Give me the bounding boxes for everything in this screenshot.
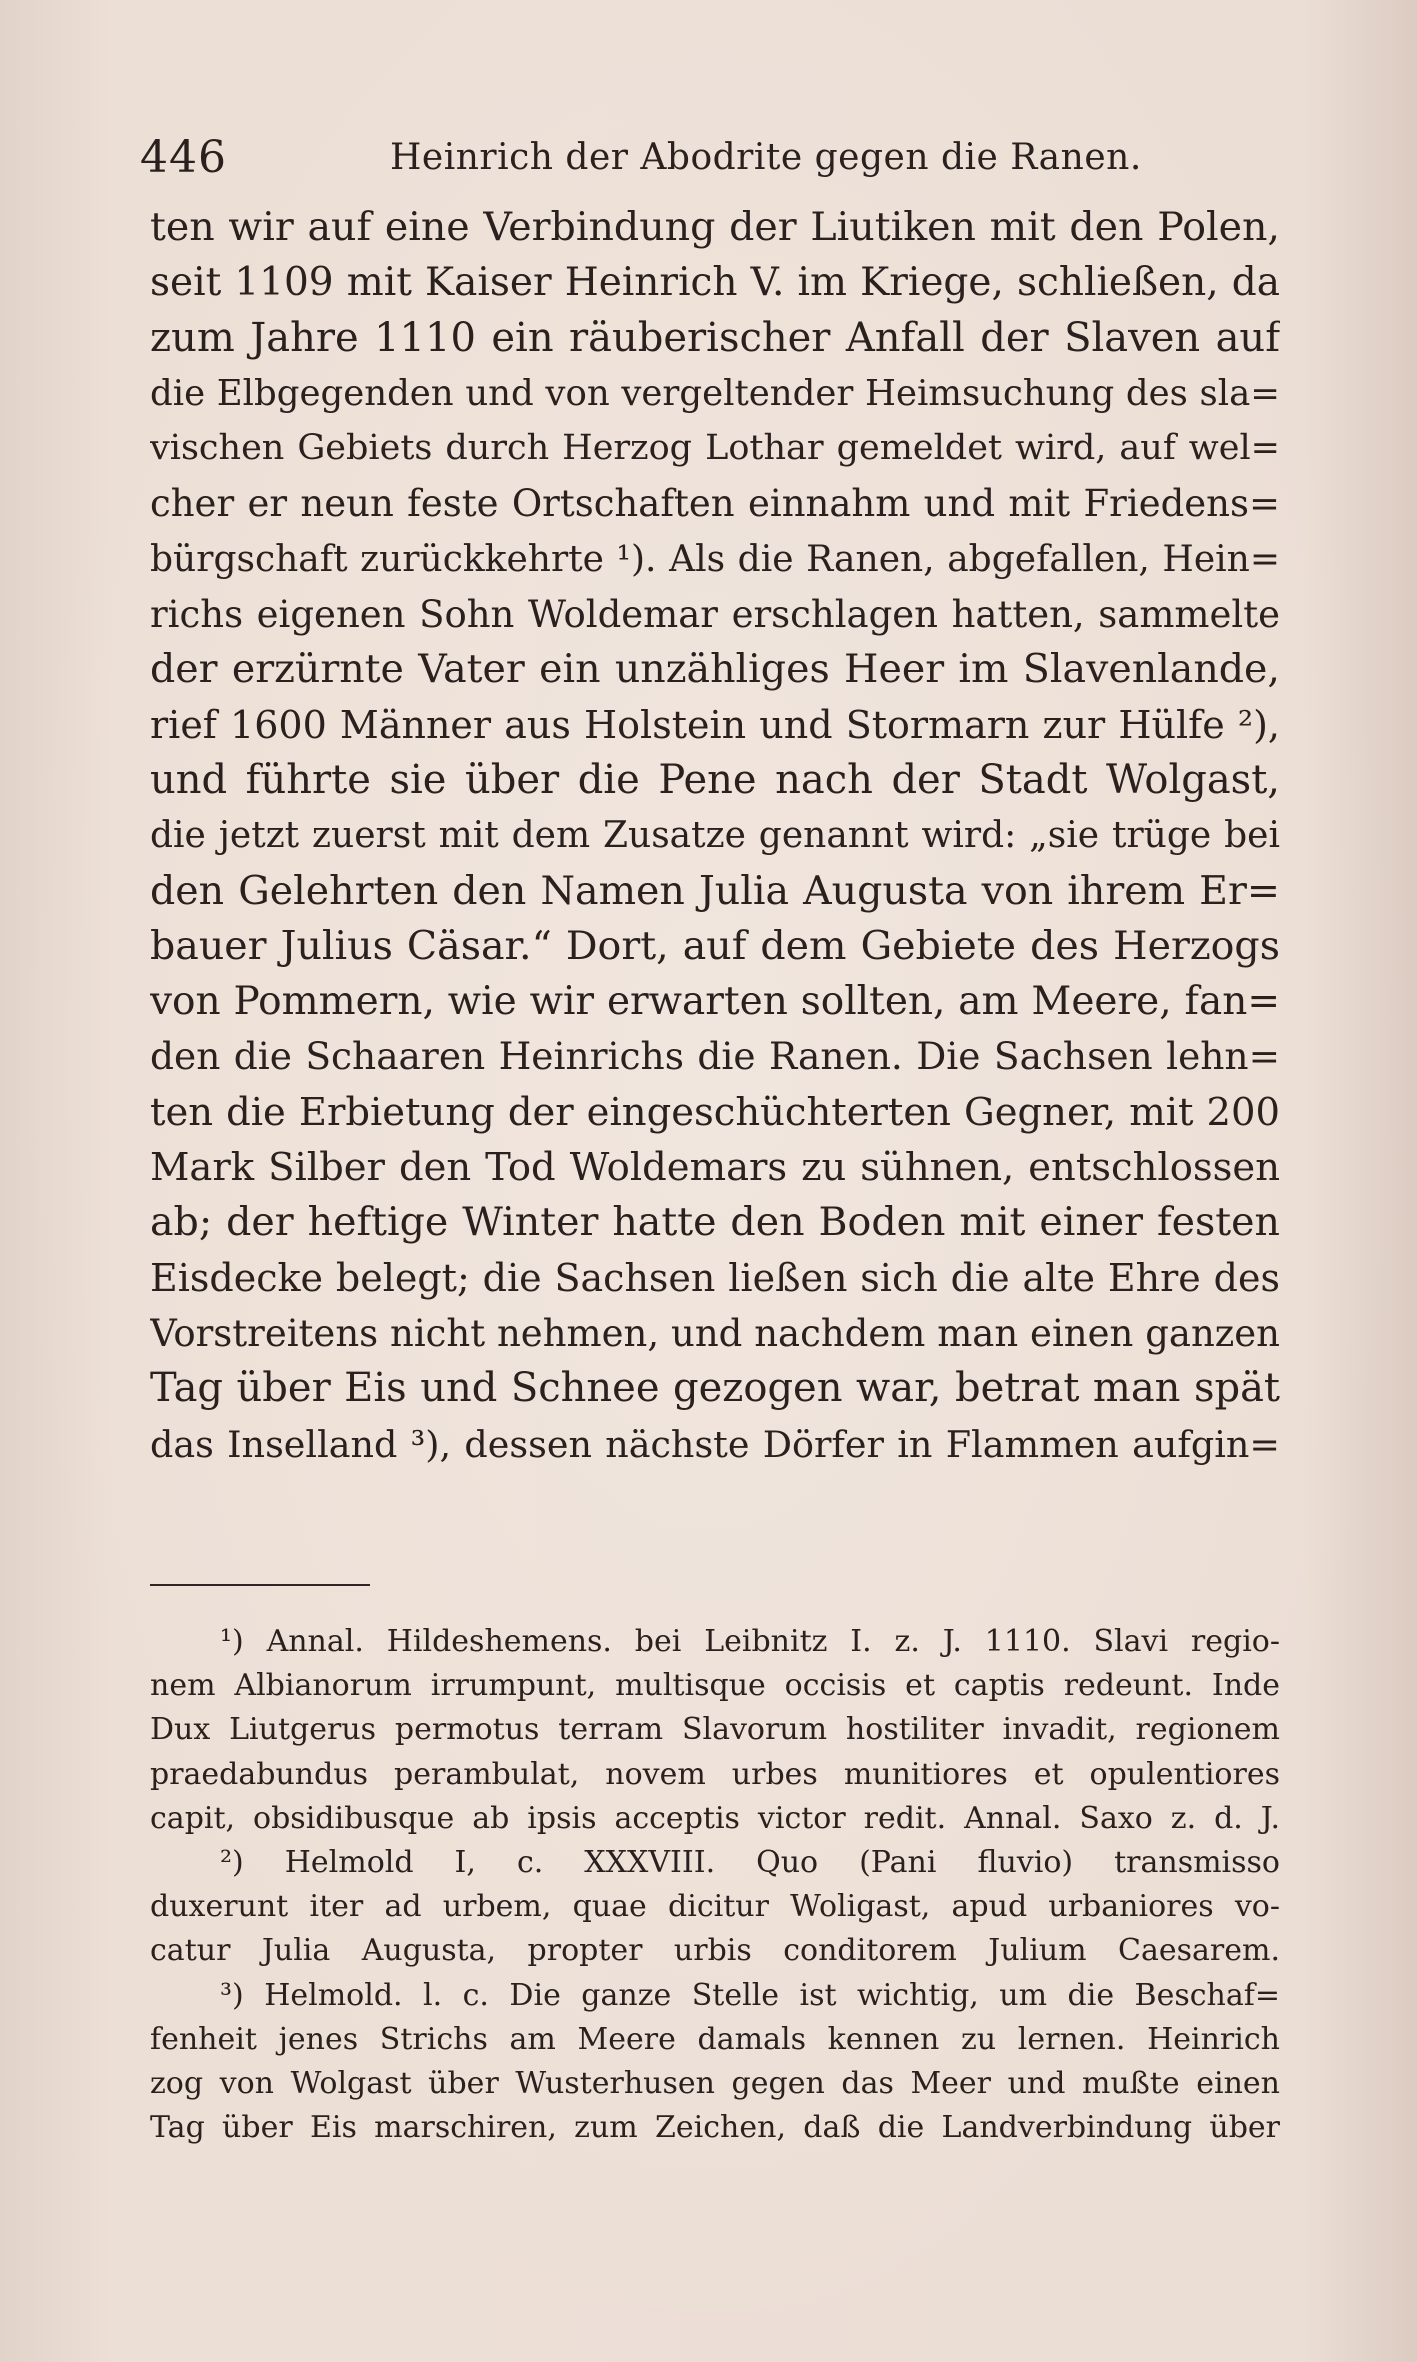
running-head: Heinrich der Abodrite gegen die Ranen. bbox=[390, 137, 1142, 178]
body-line: vischen Gebiets durch Herzog Lothar gemeldet wird, auf wel= bbox=[150, 428, 1280, 469]
footnote-line: praedabundus perambulat, novem urbes munitiores et opulentiores bbox=[150, 1756, 1280, 1792]
body-line: bürgschaft zurückkehrte ¹). Als die Ranen, abgefallen, Hein= bbox=[150, 538, 1280, 580]
page-header bbox=[140, 128, 1280, 188]
footnote-line: ³) Helmold. l. c. Die ganze Stelle ist wichtig, um die Beschaf= bbox=[220, 1977, 1280, 2013]
body-line: ab; der heftige Winter hatte den Boden mit einer festen bbox=[150, 1199, 1280, 1246]
body-text bbox=[150, 200, 1280, 1472]
body-line: und führte sie über die Pene nach der Stadt Wolgast, bbox=[150, 756, 1280, 803]
footnote-line: capit, obsidibusque ab ipsis acceptis victor redit. Annal. Saxo z. d. J. bbox=[150, 1800, 1280, 1836]
body-line: den die Schaaren Heinrichs die Ranen. Die Sachsen lehn= bbox=[150, 1034, 1280, 1079]
body-line: bauer Julius Cäsar.“ Dort, auf dem Gebiete des Herzogs bbox=[150, 922, 1280, 969]
footnote-line: Tag über Eis marschiren, zum Zeichen, daß die Landverbindung über bbox=[150, 2110, 1280, 2146]
footnote-rule bbox=[150, 1584, 370, 1586]
body-line: Tag über Eis und Schnee gezogen war, betrat man spät bbox=[150, 1365, 1280, 1412]
footnote-line: catur Julia Augusta, propter urbis conditorem Julium Caesarem. bbox=[150, 1933, 1280, 1969]
body-line: rief 1600 Männer aus Holstein und Stormarn zur Hülfe ²), bbox=[150, 702, 1280, 747]
body-line: der erzürnte Vater ein unzähliges Heer im Slavenlande, bbox=[150, 646, 1280, 693]
body-line: seit 1109 mit Kaiser Heinrich V. im Kriege, schließen, da bbox=[150, 260, 1280, 306]
footnote-line: fenheit jenes Strichs am Meere damals kennen zu lernen. Heinrich bbox=[150, 2021, 1280, 2057]
body-line: die Elbgegenden und von vergeltender Heimsuchung des sla= bbox=[150, 372, 1280, 414]
body-line: cher er neun feste Ortschaften einnahm und mit Friedens= bbox=[150, 482, 1280, 526]
footnote-line: duxerunt iter ad urbem, quae dicitur Woligast, apud urbaniores vo- bbox=[150, 1889, 1280, 1925]
body-line: richs eigenen Sohn Woldemar erschlagen hatten, sammelte bbox=[150, 593, 1280, 637]
body-line: ten wir auf eine Verbindung der Liutiken mit den Polen, bbox=[150, 204, 1280, 250]
body-line: von Pommern, wie wir erwarten sollten, am Meere, fan= bbox=[150, 979, 1280, 1025]
footnotes bbox=[150, 1620, 1280, 2150]
footnote-line: nem Albianorum irrumpunt, multisque occisis et captis redeunt. Inde bbox=[150, 1668, 1280, 1704]
page-number: 446 bbox=[140, 132, 227, 183]
footnote-line: ¹) Annal. Hildeshemens. bei Leibnitz I. z. J. 1110. Slavi regio- bbox=[220, 1624, 1280, 1659]
footnote-line: ²) Helmold I, c. XXXVIII. Quo (Pani fluvio) transmisso bbox=[220, 1844, 1280, 1880]
body-line: die jetzt zuerst mit dem Zusatze genannt wird: „sie trüge bei bbox=[150, 815, 1280, 857]
body-line: Eisdecke belegt; die Sachsen ließen sich die alte Ehre des bbox=[150, 1255, 1280, 1300]
body-line: ten die Erbietung der eingeschüchterten Gegner, mit 200 bbox=[150, 1089, 1280, 1135]
footnote-line: zog von Wolgast über Wusterhusen gegen das Meer und mußte einen bbox=[150, 2065, 1280, 2101]
body-line: den Gelehrten den Namen Julia Augusta von ihrem Er= bbox=[150, 867, 1280, 914]
body-line: das Inselland ³), dessen nächste Dörfer in Flammen aufgin= bbox=[150, 1422, 1280, 1466]
body-line: Vorstreitens nicht nehmen, und nachdem man einen ganzen bbox=[150, 1311, 1280, 1355]
footnote-line: Dux Liutgerus permotus terram Slavorum hostiliter invadit, regionem bbox=[150, 1712, 1280, 1748]
body-line: Mark Silber den Tod Woldemars zu sühnen, entschlossen bbox=[150, 1145, 1280, 1191]
body-line: zum Jahre 1110 ein räuberischer Anfall der Slaven auf bbox=[150, 314, 1280, 361]
